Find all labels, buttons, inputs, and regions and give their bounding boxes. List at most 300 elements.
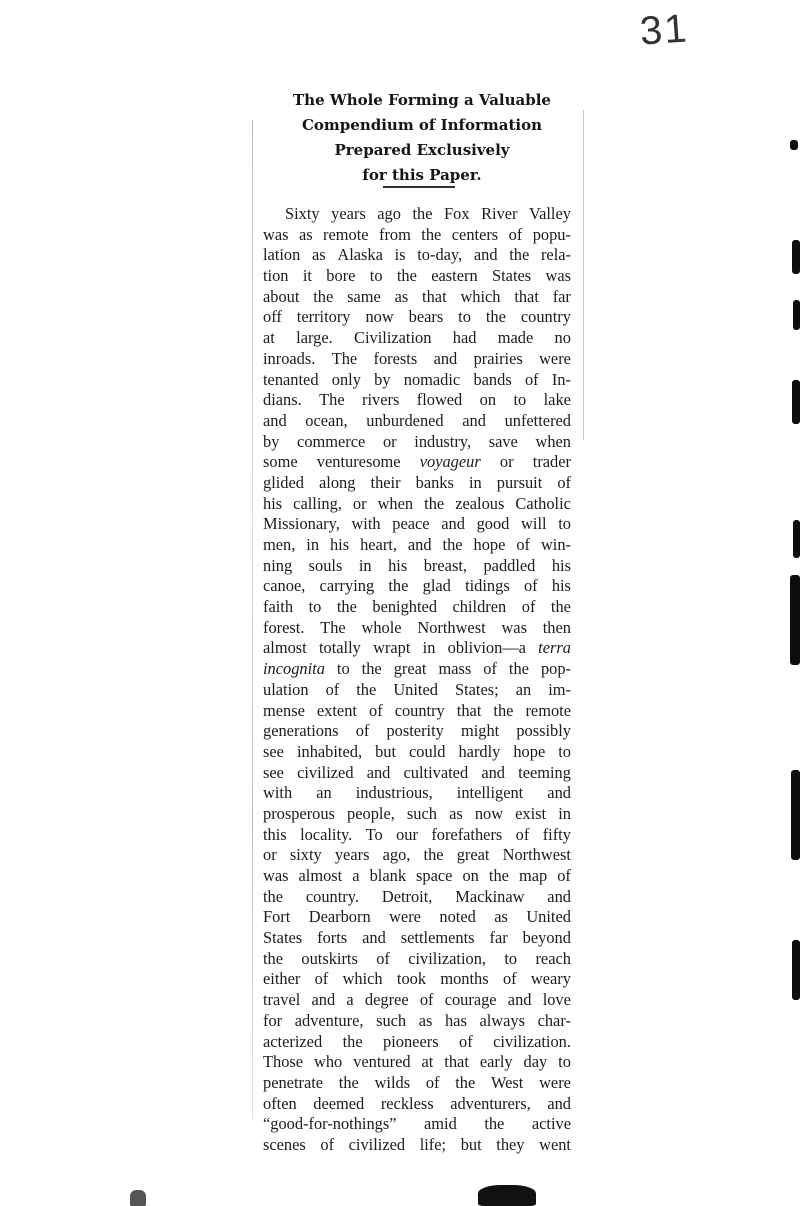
article-word: forefathers — [431, 824, 503, 844]
article-word: “good-for-nothings” — [263, 1114, 397, 1134]
article-word: the — [412, 204, 433, 223]
article-word: ago — [377, 204, 401, 223]
headline-line: The Whole Forming a Valuable — [293, 91, 551, 109]
article-word: eastern — [431, 266, 478, 286]
article-word: bands — [473, 369, 512, 389]
article-word: pop- — [540, 659, 571, 679]
article-word: glided — [263, 472, 304, 492]
article-word: country — [394, 700, 445, 720]
article-line — [263, 618, 571, 639]
article-word: Mackinaw — [455, 886, 525, 906]
article-word: tion — [263, 266, 289, 286]
article-word: the — [488, 866, 509, 885]
article-word: which — [342, 969, 383, 989]
article-word: the — [550, 597, 571, 617]
article-line — [263, 638, 571, 659]
article-word: and — [462, 410, 486, 430]
article-word: and — [362, 928, 386, 948]
article-word: paddled — [483, 555, 536, 575]
article-word: made — [497, 328, 534, 348]
article-line — [263, 432, 571, 453]
article-word: Dearborn — [308, 907, 371, 927]
article-word: months — [440, 969, 489, 989]
article-word: went — [539, 1134, 571, 1154]
article-word: of — [557, 866, 571, 885]
article-word: lake — [543, 390, 571, 410]
article-word: early — [479, 1052, 513, 1072]
article-word: prosperous — [263, 803, 335, 823]
article-word: to — [558, 741, 571, 761]
article-word: forests — [373, 348, 418, 368]
article-line — [263, 1114, 571, 1135]
article-word: hardly — [458, 741, 501, 761]
article-word: his — [551, 576, 571, 596]
article-word: adventure, — [294, 1010, 364, 1030]
article-word: bore — [326, 266, 356, 286]
article-word: such — [406, 803, 437, 823]
article-word: dians. — [263, 390, 302, 410]
article-word: either — [263, 969, 301, 989]
article-word: as — [394, 286, 409, 306]
article-word: to — [513, 390, 527, 410]
article-line — [263, 928, 571, 949]
article-word: beyond — [522, 928, 571, 948]
article-word: and — [433, 348, 458, 368]
article-word: travel — [263, 990, 301, 1010]
article-word: almost — [298, 866, 343, 885]
article-line — [263, 701, 571, 722]
article-word: settlements — [400, 928, 475, 948]
article-word: the — [423, 845, 444, 865]
article-word: some — [263, 452, 298, 472]
article-word: on — [479, 390, 497, 410]
edge-mark-7 — [791, 770, 800, 860]
article-line — [263, 1011, 571, 1032]
article-word: of — [483, 659, 497, 679]
article-word: of — [557, 472, 571, 492]
article-word: of — [521, 597, 536, 617]
article-word: United — [393, 679, 438, 699]
article-word: were — [539, 1072, 571, 1092]
article-word: the — [263, 948, 284, 968]
article-line — [263, 887, 571, 908]
article-word: of — [355, 721, 370, 741]
article-word: see — [263, 741, 284, 761]
article-word: wilds — [374, 1072, 411, 1092]
article-word: possibly — [516, 721, 571, 741]
article-line — [263, 307, 571, 328]
article-line — [263, 825, 571, 846]
article-word: the — [455, 1072, 476, 1092]
article-word: glad — [422, 576, 451, 596]
headline-line: Compendium of Information — [301, 116, 543, 134]
article-word: large. — [296, 328, 333, 348]
article-word: often — [263, 1093, 297, 1113]
article-word: char- — [537, 1010, 571, 1030]
article-word: benighted — [372, 597, 438, 617]
article-word: ulation — [263, 679, 309, 699]
article-word: outskirts — [301, 948, 358, 968]
article-word: for — [263, 1010, 283, 1030]
article-word: unburdened — [366, 410, 444, 430]
article-word: with — [263, 783, 293, 803]
article-line — [263, 659, 571, 680]
article-line — [263, 1073, 571, 1094]
article-word: and — [263, 410, 287, 430]
article-line — [263, 1032, 571, 1053]
article-word: River — [481, 204, 518, 223]
article-word: of — [459, 1031, 473, 1051]
article-word: map — [518, 866, 548, 885]
article-word: pioneers — [383, 1031, 439, 1051]
article-word: and — [547, 1093, 571, 1113]
article-word: and — [407, 535, 432, 554]
article-word: Northwest — [502, 845, 571, 865]
article-word: and — [441, 514, 465, 534]
article-word: adventurers, — [450, 1093, 531, 1113]
article-word: only — [331, 369, 361, 389]
article-word: was — [263, 866, 289, 885]
headline — [258, 88, 586, 188]
article-line — [263, 1135, 571, 1156]
article-word: the — [263, 886, 284, 906]
article-word: The — [331, 348, 358, 368]
article-word: reach — [535, 948, 571, 968]
article-line — [263, 494, 571, 515]
article-line — [263, 721, 571, 742]
article-word: Sixty — [285, 204, 320, 223]
article-line — [263, 370, 571, 391]
article-word: will — [521, 514, 547, 534]
article-word: the — [336, 597, 357, 617]
article-word: mense — [263, 700, 305, 720]
article-word: Valley — [529, 204, 571, 223]
article-line — [263, 225, 571, 246]
article-word: or — [499, 452, 514, 472]
article-word: they — [496, 1134, 525, 1154]
article-word: Catholic — [515, 493, 571, 513]
article-word: had — [452, 328, 477, 348]
article-word: were — [389, 907, 421, 927]
article-word: the — [484, 1114, 505, 1134]
article-word: ago, — [382, 845, 411, 865]
article-word: nomadic — [403, 369, 461, 389]
article-word: fifty — [542, 824, 571, 844]
article-word: life; — [419, 1134, 447, 1154]
article-word: is — [394, 245, 406, 265]
article-word: ventured — [353, 1052, 411, 1072]
article-word: the — [509, 245, 530, 265]
article-line — [263, 907, 571, 928]
article-word: The — [319, 390, 345, 410]
article-word: children — [452, 597, 507, 617]
article-word: civilization. — [493, 1031, 571, 1051]
article-word: always — [479, 1010, 525, 1030]
article-word: degree — [364, 990, 409, 1010]
article-word: who — [314, 1052, 343, 1072]
article-word: rela- — [540, 245, 571, 265]
article-word: terra — [538, 638, 571, 658]
edge-mark-2 — [792, 240, 800, 274]
article-word: of — [523, 576, 538, 596]
article-word: courage — [444, 990, 497, 1010]
article-word: about — [263, 286, 300, 306]
article-word: by — [263, 431, 280, 451]
article-word: totally — [318, 638, 361, 658]
article-word: inhabited, — [296, 741, 363, 761]
article-word: to — [558, 1052, 571, 1072]
article-word: civilized — [297, 762, 354, 782]
article-word: good — [476, 514, 510, 534]
article-line — [263, 245, 571, 266]
article-word: Northwest — [417, 617, 486, 637]
article-word: tenanted — [263, 369, 319, 389]
article-word: great — [393, 659, 427, 679]
article-word: civilization, — [408, 948, 487, 968]
article-word: industrious, — [355, 783, 433, 803]
article-word: was — [545, 266, 571, 286]
article-word: a — [346, 990, 354, 1010]
article-word: amid — [424, 1114, 457, 1134]
article-word: of — [369, 700, 383, 720]
scan-smudge — [478, 1185, 536, 1206]
article-line — [263, 473, 571, 494]
article-word: centers — [451, 224, 499, 244]
article-word: breast, — [423, 555, 467, 575]
article-line — [263, 349, 571, 370]
article-word: country. — [305, 886, 359, 906]
article-word: far — [489, 928, 508, 948]
article-word: see — [263, 762, 284, 782]
article-word: almost — [263, 638, 307, 658]
article-word: extent — [316, 700, 357, 720]
article-word: canoe, — [263, 576, 306, 596]
article-word: venturesome — [316, 452, 401, 472]
article-word: reckless — [380, 1093, 434, 1113]
article-word: along — [319, 472, 356, 492]
article-word: the — [424, 493, 445, 513]
article-word: posterity — [386, 721, 444, 741]
article-word: his — [329, 535, 350, 554]
article-word: Detroit, — [381, 886, 433, 906]
article-word: Those — [263, 1052, 304, 1072]
article-word: the — [442, 535, 463, 554]
article-line — [263, 411, 571, 432]
article-line — [263, 680, 571, 701]
article-line — [263, 1052, 571, 1073]
article-line — [263, 949, 571, 970]
article-word: country — [520, 307, 571, 327]
article-word: In- — [551, 369, 571, 389]
article-word: the — [396, 266, 417, 286]
article-word: an — [515, 679, 532, 699]
article-word: to — [558, 514, 571, 534]
article-word: love — [542, 990, 571, 1010]
article-word: the — [356, 679, 377, 699]
article-word: the — [313, 286, 334, 306]
page-number: 31 — [638, 6, 690, 54]
article-word: men, — [263, 535, 296, 554]
article-word: noted — [439, 907, 476, 927]
article-word: to-day, — [417, 245, 463, 265]
article-word: was — [501, 617, 527, 637]
article-word: their — [370, 472, 401, 492]
article-word: States — [492, 266, 532, 286]
article-word: United — [526, 907, 571, 927]
article-word: such — [376, 1010, 407, 1030]
article-word: save — [488, 431, 518, 451]
article-word: in — [358, 555, 372, 575]
article-word: as — [449, 803, 463, 823]
article-word: that — [422, 286, 447, 306]
article-word: as — [298, 224, 313, 244]
article-word: calling, — [293, 493, 342, 513]
article-word: of — [425, 1072, 440, 1092]
article-word: deemed — [313, 1093, 365, 1113]
article-word: that — [444, 1052, 469, 1072]
article-word: or — [263, 845, 277, 865]
article-line — [263, 866, 571, 887]
article-word: pursuit — [496, 472, 543, 492]
article-word: commerce — [297, 431, 366, 451]
article-word: win- — [540, 535, 571, 554]
article-line — [263, 556, 571, 577]
article-word: his — [388, 555, 408, 575]
article-word: of — [419, 990, 434, 1010]
article-word: heart, — [360, 535, 397, 554]
article-word: at — [421, 1052, 434, 1072]
article-word: hope — [513, 741, 546, 761]
article-line — [263, 576, 571, 597]
article-word: the — [338, 1072, 359, 1092]
article-word: as — [312, 245, 326, 265]
article-word: forts — [317, 928, 348, 948]
article-word: Civilization — [354, 328, 432, 348]
article-word: to — [308, 597, 322, 617]
article-word: of — [502, 969, 517, 989]
article-line — [263, 287, 571, 308]
article-word: teeming — [518, 762, 571, 782]
article-word: off — [263, 307, 282, 327]
article-word: years — [331, 204, 366, 223]
article-word: the — [485, 307, 506, 327]
article-word: carrying — [319, 576, 375, 596]
headline-divider — [383, 186, 455, 188]
article-word: To — [365, 824, 383, 844]
article-word: now — [474, 803, 504, 823]
article-word: territory — [296, 307, 351, 327]
article-line — [263, 328, 571, 349]
article-word: unfettered — [504, 410, 571, 430]
article-word: remote — [323, 224, 369, 244]
article-word: and — [311, 990, 336, 1010]
article-word: of — [516, 535, 530, 554]
article-word: whole — [361, 617, 402, 637]
article-word: rivers — [362, 390, 400, 410]
article-word: popu- — [532, 224, 571, 244]
article-word: of — [314, 969, 329, 989]
article-word: of — [376, 948, 390, 968]
article-word: civilized — [348, 1134, 406, 1154]
article-line — [263, 763, 571, 784]
article-line — [263, 390, 571, 411]
article-word: of — [524, 369, 539, 389]
edge-mark-3 — [793, 300, 800, 330]
article-word: or — [382, 431, 397, 451]
article-word: The — [320, 617, 346, 637]
article-word: from — [378, 224, 411, 244]
article-word: the — [361, 659, 382, 679]
article-word: his — [551, 555, 571, 575]
article-line — [263, 804, 571, 825]
article-line — [263, 535, 571, 556]
article-word: a — [352, 866, 360, 885]
article-word: prairies — [473, 348, 523, 368]
article-line — [263, 990, 571, 1011]
article-word: day — [523, 1052, 548, 1072]
article-word: and — [507, 990, 532, 1010]
article-word: this — [263, 824, 287, 844]
article-word: cultivated — [403, 762, 469, 782]
article-word: an — [316, 783, 332, 803]
edge-mark-5 — [793, 520, 800, 558]
article-line — [263, 742, 571, 763]
article-word: and — [547, 783, 571, 803]
article-word: locality. — [300, 824, 353, 844]
article-word: penetrate — [263, 1072, 324, 1092]
article-line — [263, 597, 571, 618]
article-word: sixty — [289, 845, 322, 865]
article-word: hope — [473, 535, 506, 554]
article-word: then — [542, 617, 571, 637]
article-word: flowed — [416, 390, 463, 410]
article-word: industry, — [414, 431, 472, 451]
article-word: of — [325, 679, 340, 699]
article-word: Alaska — [337, 245, 383, 265]
article-word: were — [539, 348, 571, 368]
article-word: ning — [263, 555, 293, 575]
article-word: acterized — [263, 1031, 323, 1051]
article-word: that — [456, 700, 482, 720]
article-line — [263, 514, 571, 535]
article-word: the — [388, 576, 409, 596]
article-word: on — [462, 866, 479, 885]
article-word: the — [493, 700, 514, 720]
article-word: and — [547, 886, 571, 906]
edge-mark-1 — [790, 140, 798, 150]
article-line — [263, 1094, 571, 1115]
article-word: the — [342, 1031, 363, 1051]
article-word: when — [377, 493, 414, 513]
article-word: in — [558, 803, 571, 823]
article-word: as — [494, 907, 508, 927]
article-word: exist — [515, 803, 547, 823]
article-word: people, — [347, 803, 395, 823]
article-word: bears — [408, 307, 444, 327]
article-word: might — [460, 721, 500, 741]
article-word: of — [508, 224, 523, 244]
article-word: which — [460, 286, 501, 306]
article-word: Fort — [263, 907, 291, 927]
scan-smudge — [130, 1190, 146, 1206]
article-word: West — [490, 1072, 524, 1092]
article-word: active — [531, 1114, 571, 1134]
article-word: to — [336, 659, 350, 679]
article-word: it — [302, 266, 312, 286]
article-line — [263, 266, 571, 287]
article-word: but — [460, 1134, 482, 1154]
article-word: States — [263, 928, 303, 948]
